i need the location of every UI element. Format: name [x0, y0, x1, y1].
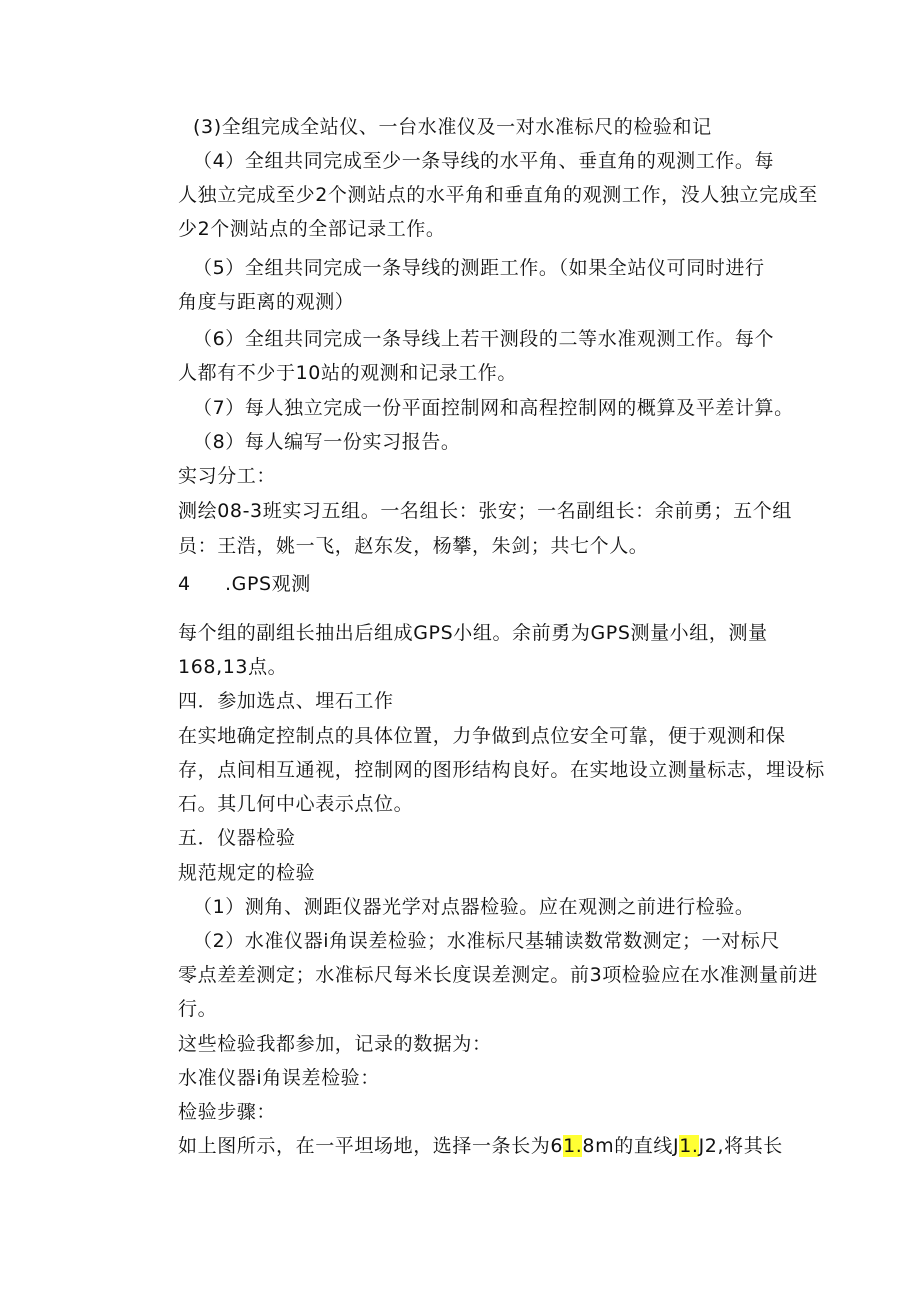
- section-heading: .GPS观测: [225, 573, 311, 595]
- text-line: （4）全组共同完成至少一条导线的水平角、垂直角的观测工作。每: [193, 150, 775, 172]
- text-line: 员：王浩，姚一飞，赵东发，杨攀，朱剑；共七个人。: [178, 535, 649, 557]
- text-line: 存，点间相互通视，控制网的图形结构良好。在实地设立测量标志，埋设标: [178, 759, 825, 781]
- highlight-mark: 1.: [563, 1135, 583, 1157]
- text-line: （8）每人编写一份实习报告。: [193, 431, 461, 453]
- highlight-mark: 1.: [679, 1135, 699, 1157]
- text-line: 实习分工：: [178, 465, 277, 487]
- text-line: （1）测角、测距仪器光学对点器检验。应在观测之前进行检验。: [193, 896, 755, 918]
- text-segment: 8m的直线J: [582, 1135, 680, 1157]
- section-heading: 五．仪器检验: [178, 827, 296, 849]
- text-line: 每个组的副组长抽出后组成GPS小组。余前勇为GPS测量小组，测量: [178, 622, 768, 644]
- section-number: 4: [178, 573, 191, 595]
- text-line: 规范规定的检验: [178, 862, 316, 884]
- text-line: 测绘08-3班实习五组。一名组长：张安；一名副组长：余前勇；五个组: [178, 500, 792, 522]
- text-line: (3)全组完成全站仪、一台水准仪及一对水准标尺的检验和记: [193, 116, 712, 138]
- text-line: 零点差差测定；水准标尺每米长度误差测定。前3项检验应在水准测量前进: [178, 964, 818, 986]
- section-heading: 四．参加选点、埋石工作: [178, 690, 394, 712]
- text-line-last: [178, 1134, 783, 1158]
- text-line: （7）每人独立完成一份平面控制网和高程控制网的概算及平差计算。: [193, 397, 794, 419]
- text-line: 人独立完成至少2个测站点的水平角和垂直角的观测工作，没人独立完成至: [178, 184, 818, 206]
- text-segment: J2,将其长: [698, 1135, 783, 1157]
- text-line: 168,13点。: [178, 656, 288, 678]
- text-line: 在实地确定控制点的具体位置，力争做到点位安全可靠，便于观测和保: [178, 725, 786, 747]
- text-line: 检验步骤：: [178, 1101, 277, 1123]
- text-line: 角度与距离的观测）: [178, 291, 355, 313]
- text-line: 少2个测站点的全部记录工作。: [178, 218, 446, 240]
- text-line: （5）全组共同完成一条导线的测距工作。（如果全站仪可同时进行: [193, 257, 765, 279]
- text-line: 水准仪器i角误差检验：: [178, 1067, 380, 1089]
- text-line: 人都有不少于10站的观测和记录工作。: [178, 362, 517, 384]
- text-segment: 如上图所示，在一平坦场地，选择一条长为6: [178, 1135, 564, 1157]
- text-line: 石。其几何中心表示点位。: [178, 793, 414, 815]
- text-line: 这些检验我都参加，记录的数据为：: [178, 1033, 492, 1055]
- text-line: （2）水准仪器i角误差检验；水准标尺基辅读数常数测定；一对标尺: [193, 930, 780, 952]
- text-line: （6）全组共同完成一条导线上若干测段的二等水准观测工作。每个: [193, 328, 775, 350]
- text-line: 行。: [178, 998, 218, 1020]
